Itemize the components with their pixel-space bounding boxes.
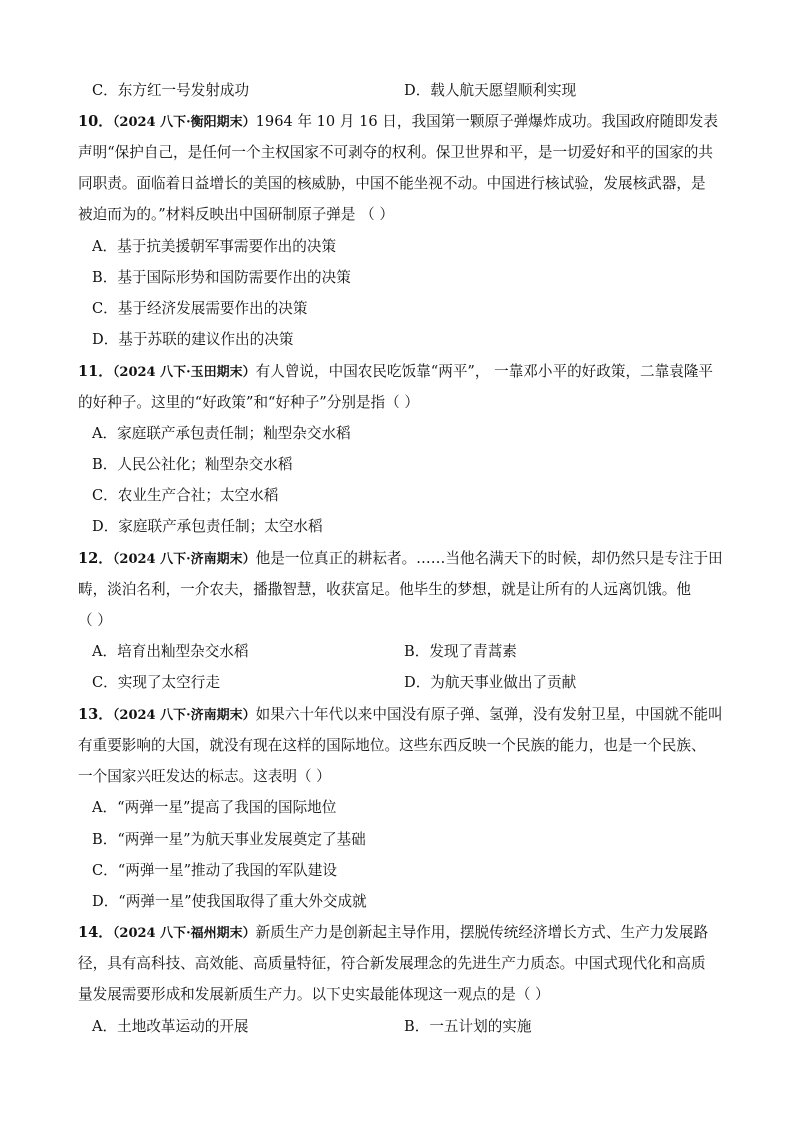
q13-stem-line-3: 一个国家兴旺发达的标志。这表明（ ） [78,768,331,785]
q11-stem-line-1 [78,362,720,383]
q11-option-c: C．农业生产合社；太空水稻 [92,487,279,504]
q13-stem-line-1 [78,705,723,726]
q10-option-b: B．基于国际形势和国防需要作出的决策 [92,269,351,286]
question-number: 14． [78,924,113,941]
q10-stem-line-2: 声明“保护自己，是任何一个主权国家不可剥夺的权利。保卫世界和平，是一切爱好和平的国家的共 [78,144,713,161]
q14-option-a: A．土地改革运动的开展 [92,1018,249,1035]
q13-stem-line-2: 有重要影响的大国，就没有现在这样的国际地位。这些东西反映一个民族的能力，也是一个民族、 [78,737,706,754]
q13-option-d: D．“两弹一星”使我国取得了重大外交成就 [92,893,367,910]
question-text: 有人曾说，中国农民吃饭靠“两平”， 一靠邓小平的好政策，二靠袁隆平 [255,363,714,380]
q10-stem-line-4: 被迫而为的。”材料反映出中国研制原子弹是 （ ） [78,206,394,223]
q12-stem-line-3: （ ） [78,612,112,629]
q14-option-b: B．一五计划的实施 [404,1018,532,1035]
q13-option-a: A．“两弹一星”提高了我国的国际地位 [92,799,337,816]
q12-option-d: D．为航天事业做出了贡献 [404,674,577,691]
question-text: 1964 年 10 月 16 日，我国第一颗原子弹爆炸成功。我国政府随即发表 [255,113,718,130]
question-number: 11． [78,363,113,380]
q10-stem-line-1 [78,112,720,133]
question-text: 如果六十年代以来中国没有原子弹、氢弹，没有发射卫星，中国就不能叫 [255,706,723,723]
q11-stem-line-2: 的好种子。这里的“好政策”和“好种子”分别是指（ ） [78,394,419,411]
question-number: 13． [78,706,113,723]
question-text: 他是一位真正的耕耘者。……当他名满天下的时候，却仍然只是专注于田 [255,550,723,567]
q13-option-b: B．“两弹一星”为航天事业发展奠定了基础 [92,831,366,848]
q10-option-a: A．基于抗美援朝军事需要作出的决策 [92,238,337,255]
question-number: 10． [78,113,113,130]
question-number: 12． [78,550,113,567]
q14-stem-line-2: 径，具有高科技、高效能、高质量特征，符合新发展理念的先进生产力质态。中国式现代化和高质 [78,955,706,972]
q11-option-d: D．家庭联产承包责任制；太空水稻 [92,518,323,535]
question-source: （2024 八下·济南期末） [112,708,256,723]
q9-option-c: C．东方红一号发射成功 [92,82,250,99]
q10-stem-line-3: 同职责。面临着日益增长的美国的核威胁，中国不能坐视不动。中国进行核试验，发展核武器，是 [78,175,706,192]
q14-stem-line-3: 量发展需要形成和发展新质生产力。以下史实最能体现这一观点的是（ ） [78,986,550,1003]
q12-option-a: A．培育出籼型杂交水稻 [92,643,249,660]
q11-option-b: B．人民公社化；籼型杂交水稻 [92,456,293,473]
question-source: （2024 八下·衡阳期末） [112,115,256,130]
q14-stem-line-1 [78,923,720,944]
question-source: （2024 八下·福州期末） [112,926,256,941]
q9-option-d: D．载人航天愿望顺利实现 [404,82,577,99]
q11-option-a: A．家庭联产承包责任制；籼型杂交水稻 [92,425,351,442]
q10-option-d: D．基于苏联的建议作出的决策 [92,331,294,348]
question-source: （2024 八下·玉田期末） [112,365,256,380]
q12-stem-line-1 [78,549,723,570]
q10-option-c: C．基于经济发展需要作出的决策 [92,300,308,317]
q12-option-c: C．实现了太空行走 [92,674,220,691]
q12-stem-line-2: 畴，淡泊名利，一介农夫，播撒智慧，收获富足。他毕生的梦想，就是让所有的人远离饥饿。他 [78,581,691,598]
q12-option-b: B．发现了青蒿素 [404,643,517,660]
q13-option-c: C．“两弹一星”推动了我国的军队建设 [92,862,337,879]
question-text: 新质生产力是创新起主导作用，摆脱传统经济增长方式、生产力发展路 [255,924,709,941]
question-source: （2024 八下·济南期末） [112,552,256,567]
